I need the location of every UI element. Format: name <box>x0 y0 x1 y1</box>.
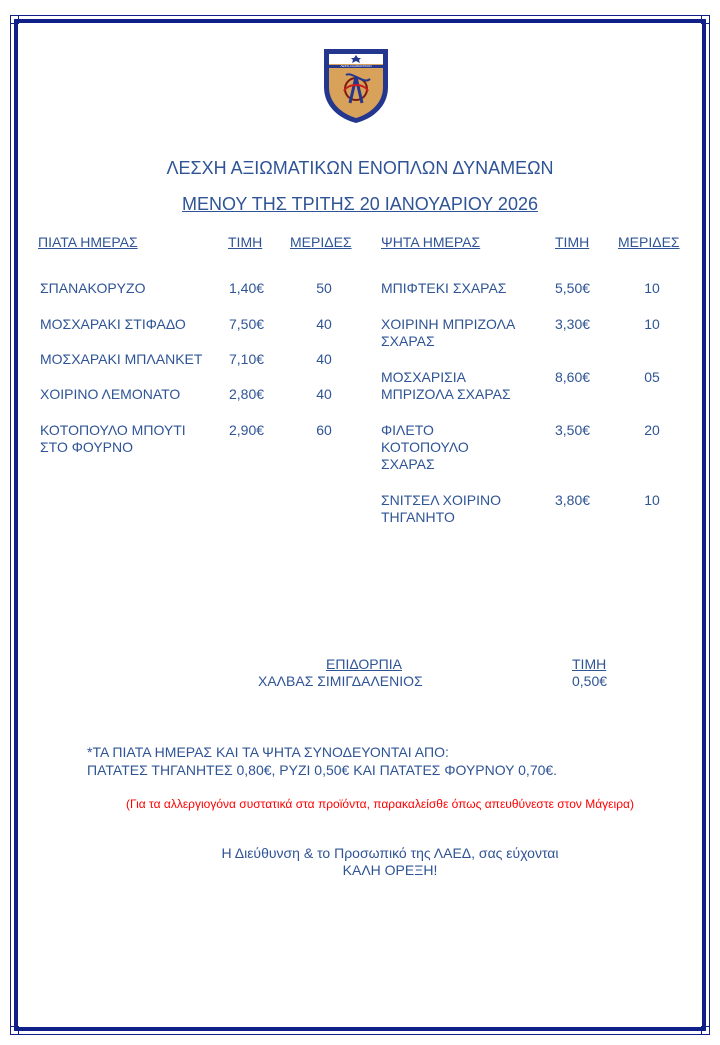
sides-note <box>87 743 557 779</box>
day-dish-portions: 50 <box>316 280 332 296</box>
grill-dish-portions: 05 <box>644 369 660 385</box>
frame-corner-bottom-left <box>10 1021 24 1035</box>
grill-dish-portions: 10 <box>644 316 660 332</box>
day-dish-portions: 40 <box>316 386 332 402</box>
closing-wish <box>0 845 720 879</box>
grill-dish-portions: 20 <box>644 422 660 438</box>
grill-heading: ΨΗΤΑ ΗΜΕΡΑΣ <box>381 234 481 250</box>
day-dish-name: ΧΟΙΡΙΝΟ ΛΕΜΟΝΑΤΟ <box>40 386 181 402</box>
dessert-item: ΧΑΛΒΑΣ ΣΙΜΙΓΔΑΛΕΝΙΟΣ <box>258 673 423 689</box>
grill-dish-price: 3,30€ <box>555 316 591 332</box>
day-dish-price: 2,90€ <box>229 422 265 438</box>
frame-corner-top-left <box>10 15 24 29</box>
day-dish-portions: 60 <box>316 422 332 438</box>
armed-forces-officers-club-emblem-icon <box>320 45 392 125</box>
day-dish-name: ΣΠΑΝΑΚΟΡΥΖΟ <box>40 280 146 296</box>
day-dish-name: ΜΟΣΧΑΡΑΚΙ ΜΠΛΑΝΚΕΤ <box>40 351 203 367</box>
frame-corner-top-right <box>696 15 710 29</box>
dessert-heading: ΕΠΙΔΟΡΠΙΑ <box>326 656 402 672</box>
grill-dish-price: 3,50€ <box>555 422 591 438</box>
svg-text:ΛΕΣΧΗ ΑΞΙΩΜΑΤΙΚΩΝ: ΛΕΣΧΗ ΑΞΙΩΜΑΤΙΚΩΝ <box>340 64 372 68</box>
grill-dish-name: ΧΟΙΡΙΝΗ ΜΠΡΙΖΟΛΑ ΣΧΑΡΑΣ <box>381 316 515 349</box>
grill-portions-heading: ΜΕΡΙΔΕΣ <box>618 234 680 250</box>
grill-dish-price: 3,80€ <box>555 492 591 508</box>
day-dishes-portions-heading: ΜΕΡΙΔΕΣ <box>290 234 352 250</box>
frame-corner-bottom-right <box>696 1021 710 1035</box>
day-dish-name: ΚΟΤΟΠΟΥΛΟ ΜΠΟΥΤΙ ΣΤΟ ΦΟΥΡΝΟ <box>40 422 186 455</box>
grill-dish-portions: 10 <box>644 280 660 296</box>
grill-dish-name: ΜΠΙΦΤΕΚΙ ΣΧΑΡΑΣ <box>381 280 507 296</box>
allergy-notice: (Για τα αλλεργιογόνα συστατικά στα προϊόντα, παρακαλείσθε όπως απευθύνεστε στον Μάγειρα) <box>126 797 634 811</box>
closing-wish-line: Η Διεύθυνση & το Προσωπικό της ΛΑΕΔ, σας εύχονται <box>221 845 559 861</box>
day-dish-price: 1,40€ <box>229 280 265 296</box>
dessert-price: 0,50€ <box>572 673 608 689</box>
grill-dish-portions: 10 <box>644 492 660 508</box>
day-dish-portions: 40 <box>316 351 332 367</box>
closing-wish-line: ΚΑΛΗ ΟΡΕΞΗ! <box>342 862 438 878</box>
day-dish-price: 2,80€ <box>229 386 265 402</box>
dessert-price-heading: ΤΙΜΗ <box>572 656 607 672</box>
sides-note-line: *ΤΑ ΠΙΑΤΑ ΗΜΕΡΑΣ ΚΑΙ ΤΑ ΨΗΤΑ ΣΥΝΟΔΕΥΟΝΤΑΙ ΑΠΟ: <box>87 744 449 760</box>
grill-price-heading: ΤΙΜΗ <box>555 234 590 250</box>
grill-dish-name: ΣΝΙΤΣΕΛ ΧΟΙΡΙΝΟ ΤΗΓΑΝΗΤΟ <box>381 492 502 525</box>
day-dishes-price-heading: ΤΙΜΗ <box>228 234 263 250</box>
day-dish-name: ΜΟΣΧΑΡΑΚΙ ΣΤΙΦΑΔΟ <box>40 316 186 332</box>
menu-date-title: ΜΕΝΟΥ ΤΗΣ ΤΡΙΤΗΣ 20 ΙΑΝΟΥΑΡΙΟΥ 2026 <box>182 194 538 214</box>
day-dish-price: 7,50€ <box>229 316 265 332</box>
grill-dish-price: 8,60€ <box>555 369 591 385</box>
day-dish-portions: 40 <box>316 316 332 332</box>
sides-note-line: ΠΑΤΑΤΕΣ ΤΗΓΑΝΗΤΕΣ 0,80€, ΡΥΖΙ 0,50€ ΚΑΙ ΠΑΤΑΤΕΣ ΦΟΥΡΝΟΥ 0,70€. <box>87 762 558 778</box>
day-dish-price: 7,10€ <box>229 351 265 367</box>
grill-dish-price: 5,50€ <box>555 280 591 296</box>
grill-dish-name: ΜΟΣΧΑΡΙΣΙΑ ΜΠΡΙΖΟΛΑ ΣΧΑΡΑΣ <box>381 369 511 402</box>
club-title: ΛΕΣΧΗ ΑΞΙΩΜΑΤΙΚΩΝ ΕΝΟΠΛΩΝ ΔΥΝΑΜΕΩΝ <box>166 158 554 178</box>
day-dishes-heading: ΠΙΑΤΑ ΗΜΕΡΑΣ <box>38 234 138 250</box>
grill-dish-name: ΦΙΛΕΤΟ ΚΟΤΟΠΟΥΛΟ ΣΧΑΡΑΣ <box>381 422 469 472</box>
